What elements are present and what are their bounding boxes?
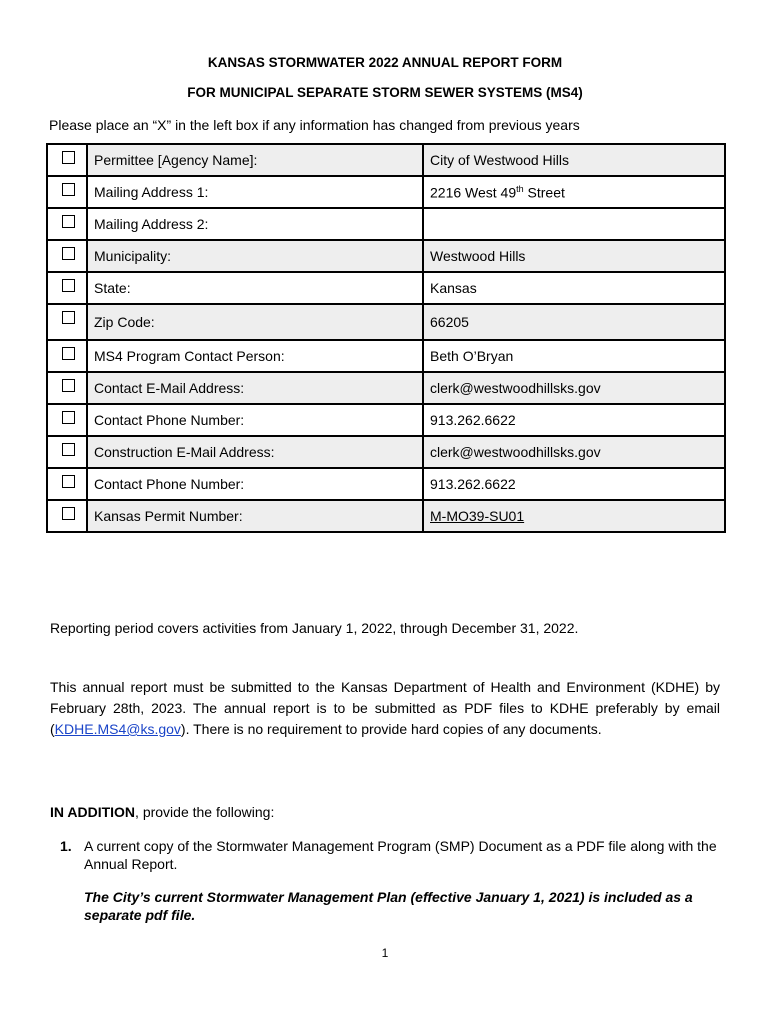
change-checkbox[interactable] (62, 279, 75, 292)
page-number: 1 (381, 946, 389, 960)
addition-heading (50, 802, 720, 823)
field-value[interactable]: Westwood Hills (423, 240, 725, 272)
table-row (47, 176, 725, 208)
field-value[interactable]: 66205 (423, 304, 725, 340)
change-checkbox[interactable] (62, 475, 75, 488)
field-label: Permittee [Agency Name]: (87, 144, 423, 176)
submission-text-tail: ). There is no requirement to provide hard copies of any documents. (180, 721, 602, 737)
field-value[interactable]: 913.262.6622 (423, 468, 725, 500)
address-number-street: 2216 West 49 (430, 184, 517, 201)
addition-heading-tail: , provide the following: (135, 804, 275, 820)
change-checkbox[interactable] (62, 183, 75, 196)
table-row (47, 468, 725, 500)
field-label: Contact E-Mail Address: (87, 372, 423, 404)
field-label: Zip Code: (87, 304, 423, 340)
field-value[interactable]: clerk@westwoodhillsks.gov (423, 436, 725, 468)
field-value[interactable] (423, 500, 725, 532)
change-checkbox[interactable] (62, 311, 75, 324)
form-subtitle: FOR MUNICIPAL SEPARATE STORM SEWER SYSTEMS (MS4) (187, 85, 583, 100)
table-row (47, 272, 725, 304)
table-row (47, 436, 725, 468)
change-checkbox[interactable] (62, 347, 75, 360)
field-label: State: (87, 272, 423, 304)
field-value[interactable]: Kansas (423, 272, 725, 304)
field-label: MS4 Program Contact Person: (87, 340, 423, 372)
field-value[interactable] (423, 176, 725, 208)
change-checkbox[interactable] (62, 507, 75, 520)
reporting-period-text: Reporting period covers activities from January 1, 2022, through December 31, 2022. (50, 620, 579, 636)
table-row (47, 372, 725, 404)
change-checkbox[interactable] (62, 411, 75, 424)
field-label: Kansas Permit Number: (87, 500, 423, 532)
smp-note: The City’s current Stormwater Management Plan (effective January 1, 2021) is included as a separate pdf file. (84, 889, 693, 923)
field-value[interactable]: clerk@westwoodhillsks.gov (423, 372, 725, 404)
table-row (47, 500, 725, 532)
change-checkbox[interactable] (62, 151, 75, 164)
list-item-text: A current copy of the Stormwater Management Program (SMP) Document as a PDF file along with the Annual Report. (84, 838, 717, 872)
table-row (47, 144, 725, 176)
field-label: Contact Phone Number: (87, 404, 423, 436)
field-label: Contact Phone Number: (87, 468, 423, 500)
table-row (47, 340, 725, 372)
field-value[interactable]: 913.262.6622 (423, 404, 725, 436)
permittee-info-table (46, 143, 726, 533)
instructions: Please place an “X” in the left box if any information has changed from previous years (49, 117, 580, 133)
list-item-number: 1. (60, 838, 72, 854)
change-checkbox[interactable] (62, 443, 75, 456)
form-title: KANSAS STORMWATER 2022 ANNUAL REPORT FORM (207, 55, 563, 70)
field-value[interactable]: City of Westwood Hills (423, 144, 725, 176)
ordinal-suffix: th (516, 183, 524, 194)
change-checkbox[interactable] (62, 247, 75, 260)
table-row (47, 240, 725, 272)
kdhe-email-link[interactable]: KDHE.MS4@ks.gov (54, 721, 181, 737)
submission-text: This annual report must be submitted to the Kansas Department of Health and Environment (KDHE) by February 28th, 2023. The annual report is to be submitted as PDF files to KDHE preferably by email ( (50, 679, 720, 737)
address-street-suffix: Street (523, 184, 565, 201)
addition-heading-bold: IN ADDITION (50, 804, 136, 820)
table-row (47, 304, 725, 340)
permit-number: M-MO39-SU01 (430, 508, 525, 524)
submission-paragraph (50, 677, 720, 740)
field-label: Mailing Address 2: (87, 208, 423, 240)
field-label: Construction E-Mail Address: (87, 436, 423, 468)
field-label: Municipality: (87, 240, 423, 272)
change-checkbox[interactable] (62, 215, 75, 228)
field-label: Mailing Address 1: (87, 176, 423, 208)
field-value[interactable] (423, 208, 725, 240)
change-checkbox[interactable] (62, 379, 75, 392)
table-row (47, 208, 725, 240)
list-item (60, 837, 720, 873)
table-row (47, 404, 725, 436)
field-value[interactable]: Beth O’Bryan (423, 340, 725, 372)
